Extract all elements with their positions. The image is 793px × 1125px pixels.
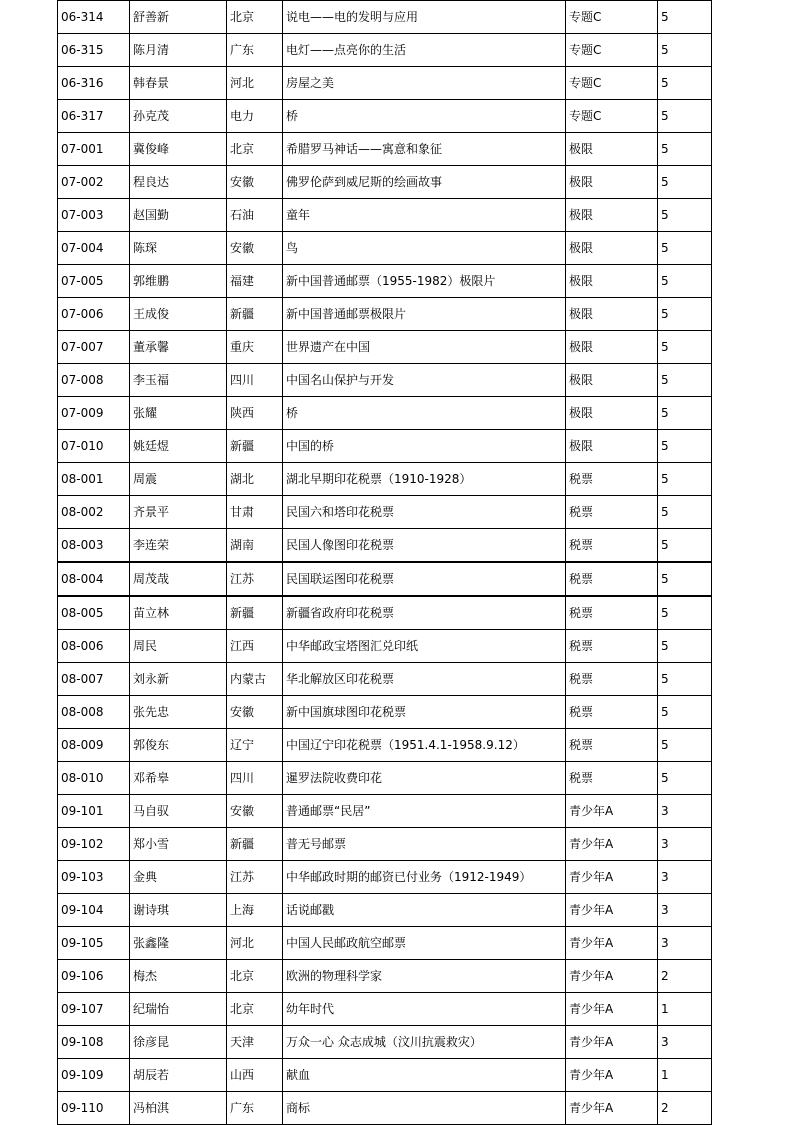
- category-cell: 极限: [566, 199, 658, 232]
- entry-id-cell: 09-109: [58, 1059, 130, 1092]
- table-row: [58, 861, 712, 894]
- exhibit-title-cell: 话说邮戳: [283, 894, 566, 927]
- category-cell: 青少年A: [566, 861, 658, 894]
- score-cell: 5: [658, 166, 712, 199]
- entry-id-cell: 08-009: [58, 729, 130, 762]
- entry-id-cell: 07-004: [58, 232, 130, 265]
- region-cell: 电力: [227, 100, 283, 133]
- score-cell: 5: [658, 729, 712, 762]
- region-cell: 河北: [227, 927, 283, 960]
- entrant-name-cell: 孙克茂: [130, 100, 227, 133]
- entrant-name-cell: 陈琛: [130, 232, 227, 265]
- entry-id-cell: 07-007: [58, 331, 130, 364]
- exhibit-title-cell: 说电——电的发明与应用: [283, 1, 566, 34]
- table-row: [58, 894, 712, 927]
- exhibit-title-cell: 佛罗伦萨到威尼斯的绘画故事: [283, 166, 566, 199]
- entrant-name-cell: 王成俊: [130, 298, 227, 331]
- exhibit-table: [57, 0, 712, 1125]
- category-cell: 极限: [566, 430, 658, 463]
- table-row: [58, 795, 712, 828]
- region-cell: 新疆: [227, 430, 283, 463]
- entry-id-cell: 07-010: [58, 430, 130, 463]
- category-cell: 税票: [566, 696, 658, 729]
- score-cell: 3: [658, 927, 712, 960]
- region-cell: 上海: [227, 894, 283, 927]
- category-cell: 专题C: [566, 34, 658, 67]
- table-row: [58, 762, 712, 795]
- table-row: [58, 298, 712, 331]
- table-row: [58, 596, 712, 630]
- entry-id-cell: 09-104: [58, 894, 130, 927]
- entry-id-cell: 09-105: [58, 927, 130, 960]
- exhibit-title-cell: 中国名山保护与开发: [283, 364, 566, 397]
- entrant-name-cell: 冀俊峰: [130, 133, 227, 166]
- region-cell: 辽宁: [227, 729, 283, 762]
- exhibit-title-cell: 中国人民邮政航空邮票: [283, 927, 566, 960]
- exhibit-title-cell: 希腊罗马神话——寓意和象征: [283, 133, 566, 166]
- table-row: [58, 133, 712, 166]
- exhibit-title-cell: 献血: [283, 1059, 566, 1092]
- entrant-name-cell: 张鑫隆: [130, 927, 227, 960]
- table-row: [58, 630, 712, 663]
- entrant-name-cell: 齐景平: [130, 496, 227, 529]
- entry-id-cell: 07-005: [58, 265, 130, 298]
- region-cell: 北京: [227, 133, 283, 166]
- region-cell: 内蒙古: [227, 663, 283, 696]
- entry-id-cell: 07-006: [58, 298, 130, 331]
- region-cell: 广东: [227, 34, 283, 67]
- region-cell: 安徽: [227, 795, 283, 828]
- exhibit-title-cell: 商标: [283, 1092, 566, 1125]
- exhibit-title-cell: 中华邮政时期的邮资已付业务（1912-1949）: [283, 861, 566, 894]
- exhibit-title-cell: 普无号邮票: [283, 828, 566, 861]
- region-cell: 江苏: [227, 861, 283, 894]
- category-cell: 税票: [566, 496, 658, 529]
- table-row: [58, 364, 712, 397]
- category-cell: 极限: [566, 232, 658, 265]
- score-cell: 5: [658, 265, 712, 298]
- score-cell: 5: [658, 298, 712, 331]
- entrant-name-cell: 邓希皋: [130, 762, 227, 795]
- region-cell: 新疆: [227, 298, 283, 331]
- score-cell: 3: [658, 861, 712, 894]
- score-cell: 5: [658, 696, 712, 729]
- table-row: [58, 67, 712, 100]
- entrant-name-cell: 郭维鹏: [130, 265, 227, 298]
- entrant-name-cell: 董承馨: [130, 331, 227, 364]
- category-cell: 税票: [566, 596, 658, 630]
- entry-id-cell: 07-001: [58, 133, 130, 166]
- exhibit-title-cell: 新疆省政府印花税票: [283, 596, 566, 630]
- category-cell: 极限: [566, 298, 658, 331]
- score-cell: 2: [658, 1092, 712, 1125]
- table-body: [58, 1, 712, 1125]
- table-row: [58, 463, 712, 496]
- score-cell: 2: [658, 960, 712, 993]
- exhibit-title-cell: 鸟: [283, 232, 566, 265]
- entrant-name-cell: 郭俊东: [130, 729, 227, 762]
- entrant-name-cell: 赵国勤: [130, 199, 227, 232]
- region-cell: 北京: [227, 993, 283, 1026]
- region-cell: 江苏: [227, 562, 283, 596]
- category-cell: 极限: [566, 133, 658, 166]
- entrant-name-cell: 张先忠: [130, 696, 227, 729]
- entry-id-cell: 08-010: [58, 762, 130, 795]
- table-row: [58, 1, 712, 34]
- entry-id-cell: 07-008: [58, 364, 130, 397]
- category-cell: 青少年A: [566, 795, 658, 828]
- exhibit-title-cell: 民国联运图印花税票: [283, 562, 566, 596]
- category-cell: 税票: [566, 729, 658, 762]
- category-cell: 极限: [566, 331, 658, 364]
- entry-id-cell: 09-110: [58, 1092, 130, 1125]
- region-cell: 河北: [227, 67, 283, 100]
- region-cell: 福建: [227, 265, 283, 298]
- score-cell: 5: [658, 67, 712, 100]
- exhibit-title-cell: 新中国旗球图印花税票: [283, 696, 566, 729]
- exhibit-title-cell: 中国的桥: [283, 430, 566, 463]
- entrant-name-cell: 周震: [130, 463, 227, 496]
- region-cell: 陕西: [227, 397, 283, 430]
- entrant-name-cell: 郑小雪: [130, 828, 227, 861]
- entry-id-cell: 06-317: [58, 100, 130, 133]
- entry-id-cell: 08-002: [58, 496, 130, 529]
- table-row: [58, 1092, 712, 1125]
- entrant-name-cell: 舒善新: [130, 1, 227, 34]
- entrant-name-cell: 韩春景: [130, 67, 227, 100]
- table-row: [58, 993, 712, 1026]
- entrant-name-cell: 李连荣: [130, 529, 227, 563]
- region-cell: 广东: [227, 1092, 283, 1125]
- region-cell: 甘肃: [227, 496, 283, 529]
- exhibit-title-cell: 民国六和塔印花税票: [283, 496, 566, 529]
- score-cell: 5: [658, 762, 712, 795]
- entrant-name-cell: 梅杰: [130, 960, 227, 993]
- table-row: [58, 232, 712, 265]
- score-cell: 3: [658, 1026, 712, 1059]
- entry-id-cell: 09-107: [58, 993, 130, 1026]
- score-cell: 1: [658, 993, 712, 1026]
- category-cell: 青少年A: [566, 1092, 658, 1125]
- exhibit-title-cell: 房屋之美: [283, 67, 566, 100]
- entry-id-cell: 08-008: [58, 696, 130, 729]
- category-cell: 青少年A: [566, 828, 658, 861]
- entry-id-cell: 08-006: [58, 630, 130, 663]
- category-cell: 专题C: [566, 100, 658, 133]
- table-row: [58, 397, 712, 430]
- region-cell: 安徽: [227, 166, 283, 199]
- exhibit-title-cell: 中华邮政宝塔图汇兑印纸: [283, 630, 566, 663]
- table-row: [58, 696, 712, 729]
- region-cell: 北京: [227, 960, 283, 993]
- category-cell: 极限: [566, 397, 658, 430]
- score-cell: 5: [658, 496, 712, 529]
- entrant-name-cell: 刘永新: [130, 663, 227, 696]
- entry-id-cell: 06-314: [58, 1, 130, 34]
- entrant-name-cell: 陈月清: [130, 34, 227, 67]
- score-cell: 5: [658, 463, 712, 496]
- exhibit-title-cell: 华北解放区印花税票: [283, 663, 566, 696]
- exhibit-title-cell: 中国辽宁印花税票（1951.4.1-1958.9.12）: [283, 729, 566, 762]
- table-row: [58, 1026, 712, 1059]
- entrant-name-cell: 金典: [130, 861, 227, 894]
- region-cell: 湖南: [227, 529, 283, 563]
- entrant-name-cell: 冯柏淇: [130, 1092, 227, 1125]
- category-cell: 税票: [566, 562, 658, 596]
- table-row: [58, 496, 712, 529]
- table-row: [58, 663, 712, 696]
- category-cell: 税票: [566, 762, 658, 795]
- region-cell: 安徽: [227, 232, 283, 265]
- category-cell: 税票: [566, 630, 658, 663]
- category-cell: 税票: [566, 529, 658, 563]
- region-cell: 江西: [227, 630, 283, 663]
- entrant-name-cell: 周民: [130, 630, 227, 663]
- table-row: [58, 199, 712, 232]
- exhibit-title-cell: 童年: [283, 199, 566, 232]
- category-cell: 极限: [566, 166, 658, 199]
- entry-id-cell: 08-001: [58, 463, 130, 496]
- entrant-name-cell: 苗立林: [130, 596, 227, 630]
- entrant-name-cell: 纪瑞怡: [130, 993, 227, 1026]
- score-cell: 5: [658, 630, 712, 663]
- score-cell: 5: [658, 133, 712, 166]
- exhibit-title-cell: 新中国普通邮票（1955-1982）极限片: [283, 265, 566, 298]
- score-cell: 5: [658, 331, 712, 364]
- entry-id-cell: 07-002: [58, 166, 130, 199]
- score-cell: 5: [658, 596, 712, 630]
- entrant-name-cell: 周茂哉: [130, 562, 227, 596]
- category-cell: 青少年A: [566, 1026, 658, 1059]
- table-row: [58, 960, 712, 993]
- table-row: [58, 265, 712, 298]
- score-cell: 1: [658, 1059, 712, 1092]
- entry-id-cell: 06-316: [58, 67, 130, 100]
- category-cell: 青少年A: [566, 993, 658, 1026]
- score-cell: 5: [658, 232, 712, 265]
- table-row: [58, 529, 712, 563]
- region-cell: 石油: [227, 199, 283, 232]
- region-cell: 北京: [227, 1, 283, 34]
- entrant-name-cell: 李玉福: [130, 364, 227, 397]
- score-cell: 5: [658, 199, 712, 232]
- category-cell: 青少年A: [566, 1059, 658, 1092]
- score-cell: 3: [658, 795, 712, 828]
- table-row: [58, 331, 712, 364]
- score-cell: 5: [658, 100, 712, 133]
- entry-id-cell: 08-004: [58, 562, 130, 596]
- score-cell: 3: [658, 828, 712, 861]
- entrant-name-cell: 程良达: [130, 166, 227, 199]
- table-row: [58, 828, 712, 861]
- table-row: [58, 34, 712, 67]
- score-cell: 3: [658, 894, 712, 927]
- region-cell: 山西: [227, 1059, 283, 1092]
- exhibit-title-cell: 暹罗法院收费印花: [283, 762, 566, 795]
- score-cell: 5: [658, 397, 712, 430]
- entrant-name-cell: 姚廷煜: [130, 430, 227, 463]
- entry-id-cell: 07-003: [58, 199, 130, 232]
- exhibit-title-cell: 新中国普通邮票极限片: [283, 298, 566, 331]
- entry-id-cell: 09-103: [58, 861, 130, 894]
- entrant-name-cell: 张耀: [130, 397, 227, 430]
- entry-id-cell: 08-007: [58, 663, 130, 696]
- table-row: [58, 562, 712, 596]
- entrant-name-cell: 谢诗琪: [130, 894, 227, 927]
- exhibit-title-cell: 民国人像图印花税票: [283, 529, 566, 563]
- exhibit-title-cell: 幼年时代: [283, 993, 566, 1026]
- exhibit-title-cell: 欧洲的物理科学家: [283, 960, 566, 993]
- region-cell: 新疆: [227, 596, 283, 630]
- category-cell: 青少年A: [566, 894, 658, 927]
- table-row: [58, 430, 712, 463]
- document-page: [57, 0, 711, 1125]
- table-row: [58, 100, 712, 133]
- category-cell: 青少年A: [566, 927, 658, 960]
- region-cell: 湖北: [227, 463, 283, 496]
- table-row: [58, 729, 712, 762]
- entrant-name-cell: 马自驭: [130, 795, 227, 828]
- score-cell: 5: [658, 562, 712, 596]
- exhibit-title-cell: 普通邮票“民居”: [283, 795, 566, 828]
- entry-id-cell: 06-315: [58, 34, 130, 67]
- category-cell: 青少年A: [566, 960, 658, 993]
- entry-id-cell: 07-009: [58, 397, 130, 430]
- exhibit-title-cell: 世界遗产在中国: [283, 331, 566, 364]
- exhibit-title-cell: 万众一心 众志成城（汶川抗震救灾）: [283, 1026, 566, 1059]
- score-cell: 5: [658, 1, 712, 34]
- region-cell: 天津: [227, 1026, 283, 1059]
- table-row: [58, 1059, 712, 1092]
- table-row: [58, 927, 712, 960]
- entry-id-cell: 08-005: [58, 596, 130, 630]
- table-row: [58, 166, 712, 199]
- score-cell: 5: [658, 364, 712, 397]
- region-cell: 四川: [227, 762, 283, 795]
- entry-id-cell: 09-106: [58, 960, 130, 993]
- entry-id-cell: 09-102: [58, 828, 130, 861]
- entry-id-cell: 09-108: [58, 1026, 130, 1059]
- category-cell: 专题C: [566, 1, 658, 34]
- region-cell: 新疆: [227, 828, 283, 861]
- exhibit-title-cell: 桥: [283, 100, 566, 133]
- score-cell: 5: [658, 663, 712, 696]
- category-cell: 税票: [566, 463, 658, 496]
- region-cell: 重庆: [227, 331, 283, 364]
- entrant-name-cell: 徐彦昆: [130, 1026, 227, 1059]
- exhibit-title-cell: 电灯——点亮你的生活: [283, 34, 566, 67]
- category-cell: 税票: [566, 663, 658, 696]
- entrant-name-cell: 胡辰若: [130, 1059, 227, 1092]
- score-cell: 5: [658, 430, 712, 463]
- entry-id-cell: 08-003: [58, 529, 130, 563]
- score-cell: 5: [658, 529, 712, 563]
- category-cell: 极限: [566, 265, 658, 298]
- exhibit-title-cell: 湖北早期印花税票（1910-1928）: [283, 463, 566, 496]
- region-cell: 安徽: [227, 696, 283, 729]
- category-cell: 专题C: [566, 67, 658, 100]
- exhibit-title-cell: 桥: [283, 397, 566, 430]
- category-cell: 极限: [566, 364, 658, 397]
- entry-id-cell: 09-101: [58, 795, 130, 828]
- region-cell: 四川: [227, 364, 283, 397]
- score-cell: 5: [658, 34, 712, 67]
